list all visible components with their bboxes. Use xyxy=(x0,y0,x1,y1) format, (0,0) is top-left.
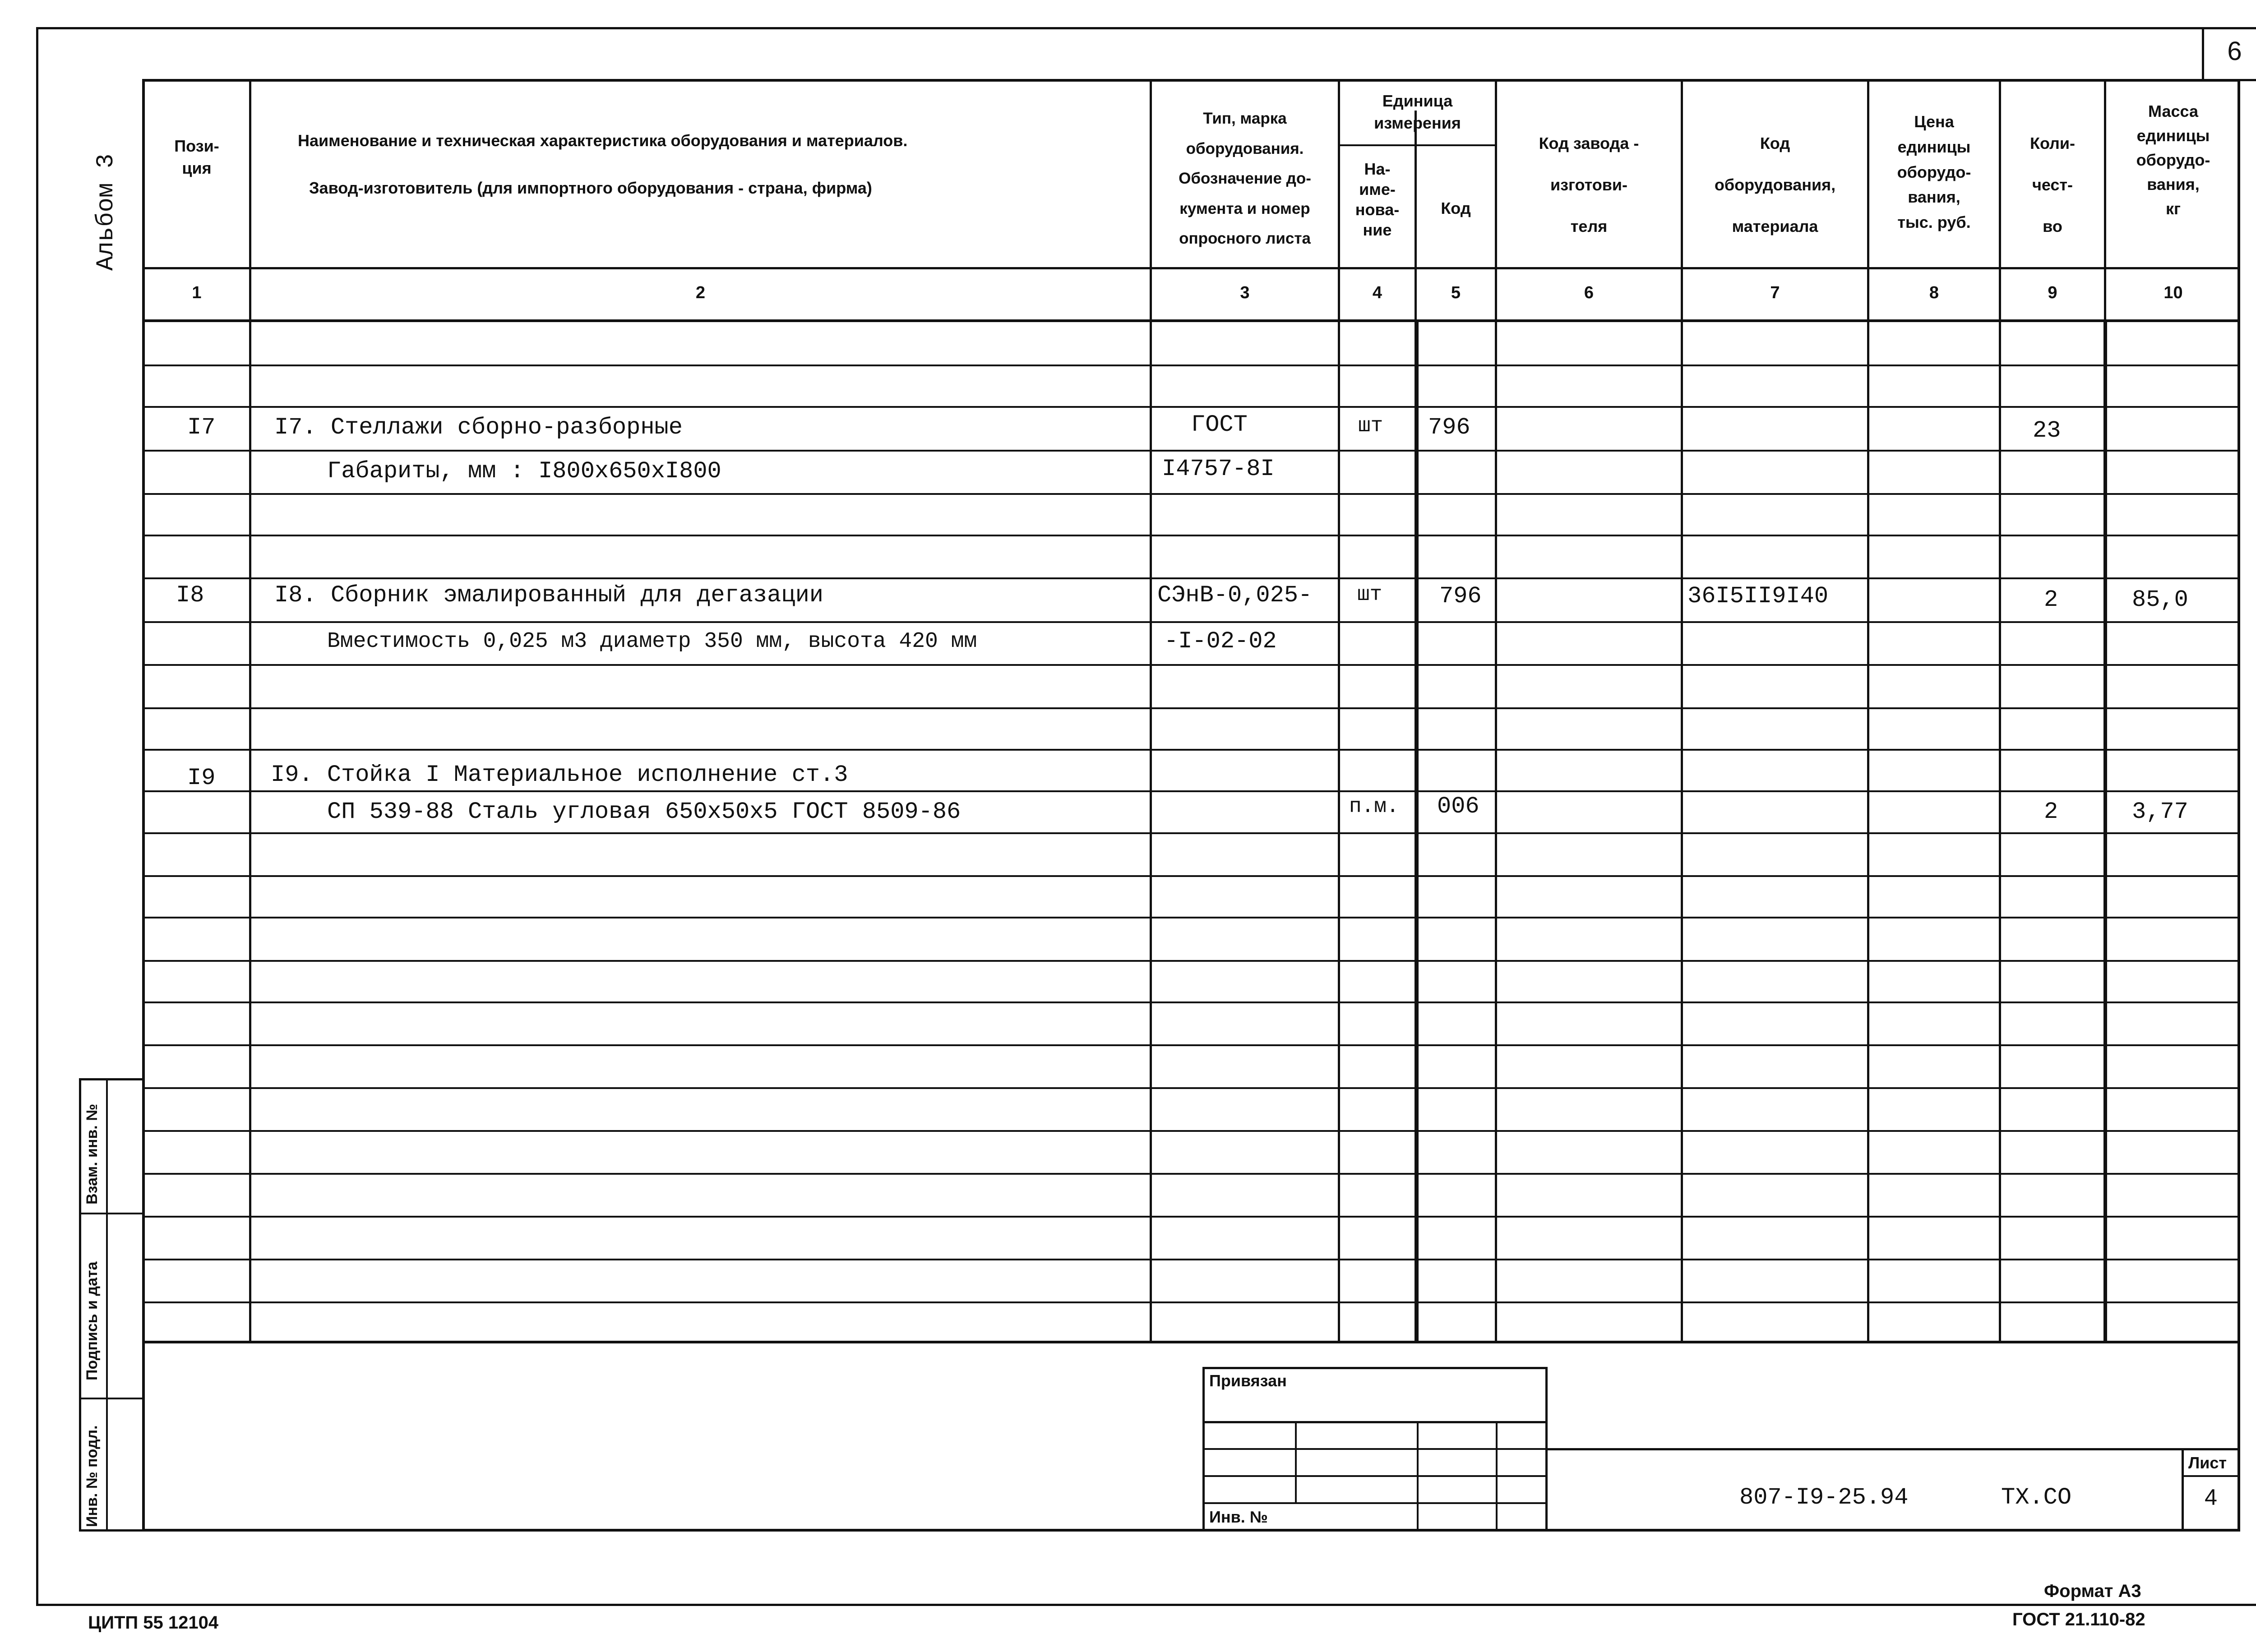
row-line xyxy=(142,1259,2240,1260)
sheet-box-h xyxy=(2182,1475,2240,1477)
doc-code: 807-I9-25.94 xyxy=(1739,1484,1909,1511)
row-line xyxy=(142,535,2240,536)
footer-left: ЦИТП 55 12104 xyxy=(88,1613,219,1633)
row-line xyxy=(142,749,2240,751)
header-col2-line2: Завод-изготовитель (для импортного оборудования - страна, фирма) xyxy=(309,179,872,197)
row-line xyxy=(142,1216,2240,1218)
row1-type-line1: ГОСТ xyxy=(1191,411,1248,438)
footer-format: Формат А3 xyxy=(2044,1581,2141,1601)
row2-qty: 2 xyxy=(2044,586,2058,613)
row-line xyxy=(142,960,2240,962)
row1-unit: шт xyxy=(1358,414,1383,438)
side-stamp-podpis: Подпись и дата xyxy=(83,1261,101,1380)
sheet-number: 4 xyxy=(2205,1485,2217,1510)
row-line xyxy=(142,875,2240,877)
privyazan-v3 xyxy=(1496,1421,1498,1532)
row-line xyxy=(142,707,2240,709)
row2-type-line2: -I-02-02 xyxy=(1164,628,1277,655)
row-line xyxy=(142,1044,2240,1046)
side-stamp-vline xyxy=(106,1078,108,1532)
row3-unit: п.м. xyxy=(1349,795,1399,818)
row3-name-line1: I9. Стойка I Материальное исполнение ст.3 xyxy=(271,761,848,788)
row2-type-line1: СЭнВ-0,025- xyxy=(1157,582,1313,609)
row2-pos: I8 xyxy=(176,582,204,609)
row1-name-line2: Габариты, мм : I800x650xI800 xyxy=(327,458,721,485)
row-line xyxy=(142,365,2240,366)
row-line xyxy=(142,1173,2240,1175)
row1-name-line1: I7. Стеллажи сборно-разборные xyxy=(274,414,683,441)
header-col3: Тип, марка оборудования. Обозначение до- кумента и номер опросного листа xyxy=(1179,110,1311,247)
header-col4: На- име- нова- ние xyxy=(1355,160,1400,239)
row-line xyxy=(142,790,2240,792)
header-col5: Код xyxy=(1441,199,1471,217)
hline-table-bottom xyxy=(142,1341,2240,1343)
header-col6: Код завода - изготови- теля xyxy=(1539,134,1639,235)
row2-unit-code: 796 xyxy=(1439,583,1482,609)
hline-unit-group xyxy=(1338,144,1497,146)
privyazan-label: Привязан xyxy=(1209,1371,1287,1390)
album-label: Альбом 3 xyxy=(92,153,120,271)
privyazan-v2 xyxy=(1417,1421,1419,1532)
colnum-6: 6 xyxy=(1584,283,1594,302)
privyazan-v1 xyxy=(1295,1421,1297,1502)
row3-name-line2: СП 539-88 Сталь угловая 650x50x5 ГОСТ 8509-86 xyxy=(327,798,961,825)
row2-unit: шт xyxy=(1357,583,1382,606)
side-stamp-h1 xyxy=(79,1213,145,1214)
header-col9: Коли- чест- во xyxy=(2029,134,2076,235)
row1-qty: 23 xyxy=(2033,417,2061,444)
header-col10: Масса единицы оборудо- вания, кг xyxy=(2136,102,2210,218)
inv-no-label: Инв. № xyxy=(1209,1508,1268,1526)
colnum-8: 8 xyxy=(1929,283,1939,302)
row2-mass: 85,0 xyxy=(2132,586,2188,613)
row2-name-line1: I8. Сборник эмалированный для дегазации xyxy=(274,582,823,609)
header-col1: Пози- ция xyxy=(174,137,219,177)
row-line xyxy=(142,493,2240,495)
title-block-top xyxy=(1548,1448,2240,1450)
colnum-10: 10 xyxy=(2164,283,2183,302)
row1-type-line2: I4757-8I xyxy=(1162,456,1275,482)
row-line xyxy=(142,621,2240,623)
colnum-1: 1 xyxy=(192,283,202,302)
vline-c9-thick xyxy=(2103,320,2107,1342)
row1-unit-code: 796 xyxy=(1428,414,1470,441)
hline-colnum-bottom xyxy=(142,319,2240,322)
header-col7: Код оборудования, материала xyxy=(1714,134,1836,235)
row2-name-line2: Вместимость 0,025 м3 диаметр 350 мм, высота 420 мм xyxy=(327,629,977,654)
row-line xyxy=(142,832,2240,834)
row3-unit-code: 006 xyxy=(1437,793,1479,820)
doc-mark: ТХ.СО xyxy=(2001,1484,2072,1511)
colnum-2: 2 xyxy=(695,283,706,302)
vline-c4-thick xyxy=(1415,320,1419,1342)
row-line xyxy=(142,917,2240,918)
row-line xyxy=(142,1301,2240,1303)
row3-pos: I9 xyxy=(187,765,216,791)
row-line xyxy=(142,406,2240,408)
row-line xyxy=(142,664,2240,666)
colnum-7: 7 xyxy=(1770,283,1780,302)
side-stamp-inv: Инв. № подл. xyxy=(83,1425,101,1527)
side-stamp-vzam: Взам. инв. № xyxy=(83,1103,101,1204)
sheet-label: Лист xyxy=(2188,1454,2227,1472)
row-line xyxy=(142,1001,2240,1003)
row-line xyxy=(142,1130,2240,1132)
row3-qty: 2 xyxy=(2044,798,2058,825)
header-col8: Цена единицы оборудо- вания, тыс. руб. xyxy=(1897,112,1971,232)
row-line xyxy=(142,577,2240,579)
hline-header-bottom xyxy=(142,267,2240,269)
footer-gost: ГОСТ 21.110-82 xyxy=(2012,1610,2145,1629)
colnum-3: 3 xyxy=(1240,283,1250,302)
row-line xyxy=(142,450,2240,452)
colnum-9: 9 xyxy=(2048,283,2057,302)
sheet-corner-number: 6 xyxy=(2227,37,2242,66)
colnum-5: 5 xyxy=(1451,283,1461,302)
row-line xyxy=(142,1087,2240,1089)
row2-equip-code: 36I5II9I40 xyxy=(1687,583,1829,609)
colnum-4: 4 xyxy=(1372,283,1382,302)
side-stamp-h2 xyxy=(79,1398,145,1399)
row3-mass: 3,77 xyxy=(2132,798,2188,825)
row1-pos: I7 xyxy=(187,414,216,441)
header-col2-line1: Наименование и техническая характеристика оборудования и материалов. xyxy=(298,131,908,150)
header-unit-group: Единица измерения xyxy=(1374,92,1461,132)
